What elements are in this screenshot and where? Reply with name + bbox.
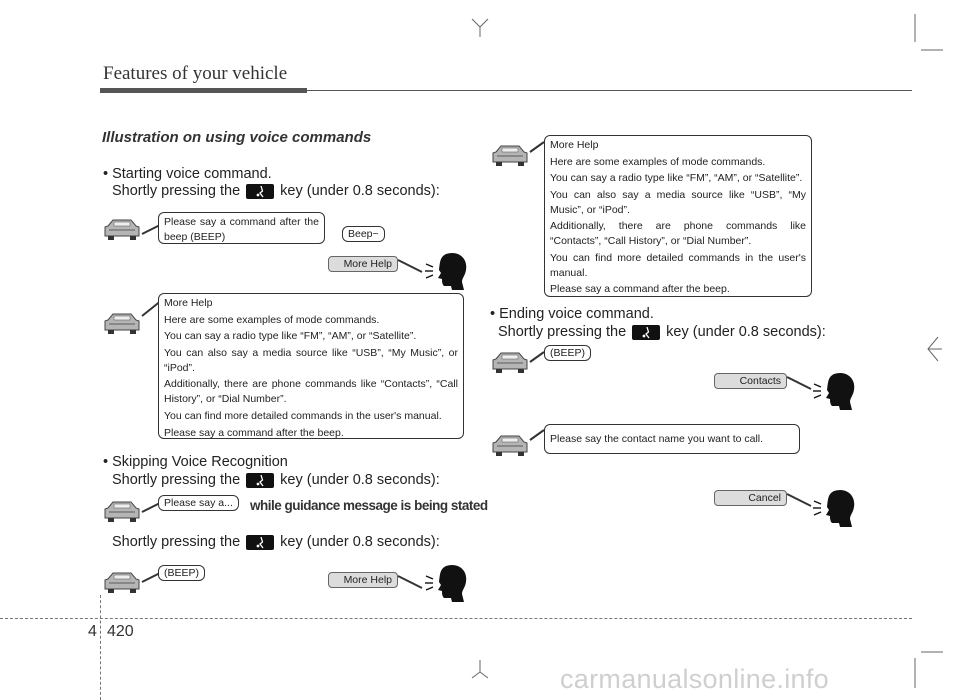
- user-command-cancel: Cancel: [714, 490, 787, 506]
- speaking-head-icon: [812, 485, 858, 529]
- car-icon: [104, 571, 140, 593]
- bullet-end: • Ending voice command.: [490, 306, 654, 322]
- car-icon: [492, 144, 528, 166]
- car-icon: [104, 312, 140, 334]
- section-title: Illustration on using voice commands: [102, 129, 372, 146]
- help-line: You can find more detailed commands in the user's manual.: [550, 251, 806, 279]
- instruction-post: key (under 0.8 seconds):: [280, 534, 440, 550]
- instruction-pre: Shortly pressing the: [112, 472, 241, 488]
- instruction-pre: Shortly pressing the: [498, 324, 627, 340]
- speaking-head-icon: [812, 368, 858, 412]
- system-prompt-text: Please say a command after the beep (BEEP): [164, 216, 319, 243]
- user-command-more-help: More Help: [328, 256, 398, 272]
- guidance-note: while guidance message is being stated: [250, 498, 488, 513]
- bullet-start: • Starting voice command.: [103, 166, 272, 182]
- contact-prompt-text: Please say the contact name you want to call.: [550, 433, 764, 445]
- footer-rule: [0, 618, 912, 619]
- help-line: More Help: [164, 297, 213, 309]
- instruction-line-skip: [112, 472, 440, 488]
- instruction-line-start: [112, 183, 440, 199]
- speech-pointer: [396, 258, 424, 274]
- help-line: Here are some examples of mode commands.: [550, 155, 766, 168]
- system-prompt-short-bubble: Please say a...: [158, 495, 239, 511]
- beep-bubble: (BEEP): [158, 565, 205, 581]
- speech-pointer: [396, 574, 424, 590]
- help-message-bubble: [544, 135, 812, 297]
- page-header-title: Features of your vehicle: [103, 63, 288, 84]
- car-icon: [492, 351, 528, 373]
- help-line: Additionally, there are phone commands like “Contacts”, “Call History”, or “Dial Number”.: [164, 378, 458, 406]
- car-icon: [104, 218, 140, 240]
- car-icon: [104, 500, 140, 522]
- footer-divider: [100, 595, 101, 700]
- help-line: Here are some examples of mode commands.: [164, 313, 380, 326]
- help-line: You can find more detailed commands in the user's manual.: [164, 409, 442, 422]
- instruction-pre: Shortly pressing the: [112, 534, 241, 550]
- instruction-post: key (under 0.8 seconds):: [280, 183, 440, 199]
- talk-key-icon: [246, 535, 274, 550]
- speech-pointer: [785, 492, 813, 508]
- crop-mark-right: [920, 335, 944, 365]
- help-line: Please say a command after the beep.: [550, 283, 730, 296]
- chapter-number: 4: [88, 623, 97, 640]
- talk-key-icon: [246, 184, 274, 199]
- speech-pointer: [785, 375, 813, 391]
- bullet-skip: • Skipping Voice Recognition: [103, 454, 288, 470]
- instruction-post: key (under 0.8 seconds):: [666, 324, 826, 340]
- talk-key-icon: [246, 473, 274, 488]
- instruction-pre: Shortly pressing the: [112, 183, 241, 199]
- help-line: You can say a radio type like “FM”, “AM”, or “Satellite”.: [164, 330, 417, 343]
- speaking-head-icon: [424, 560, 470, 604]
- user-command-contacts: Contacts: [714, 373, 787, 389]
- user-command-more-help: More Help: [328, 572, 398, 588]
- speaking-head-icon: [424, 248, 470, 292]
- contact-prompt-bubble: [544, 424, 800, 454]
- help-line: You can also say a media source like “USB”, “My Music”, or “iPod”.: [550, 189, 806, 216]
- header-rule-accent: [100, 88, 307, 93]
- beep-bubble: (BEEP): [544, 345, 591, 361]
- crop-mark-top: [470, 15, 490, 37]
- help-message-bubble: [158, 293, 464, 439]
- help-line: Additionally, there are phone commands like “Contacts”, “Call History”, or “Dial Number”.: [550, 220, 806, 248]
- help-line: You can also say a media source like “USB”, “My Music”, or “iPod”.: [164, 347, 458, 374]
- help-line: Please say a command after the beep.: [164, 426, 344, 439]
- instruction-post: key (under 0.8 seconds):: [280, 472, 440, 488]
- help-line: You can say a radio type like “FM”, “AM”, or “Satellite”.: [550, 172, 803, 185]
- car-icon: [492, 434, 528, 456]
- watermark: carmanualsonline.info: [560, 664, 829, 694]
- talk-key-icon: [632, 325, 660, 340]
- crop-mark-bottom: [470, 660, 490, 682]
- system-prompt-bubble: [158, 212, 325, 244]
- help-line: More Help: [550, 139, 599, 151]
- page-number: 420: [107, 623, 134, 640]
- crop-mark-bottom-right: [905, 650, 945, 690]
- instruction-line-skip-2: [112, 534, 440, 550]
- crop-mark-top-right: [905, 12, 945, 52]
- beep-bubble: Beep~: [342, 226, 385, 242]
- instruction-line-end: [498, 324, 826, 340]
